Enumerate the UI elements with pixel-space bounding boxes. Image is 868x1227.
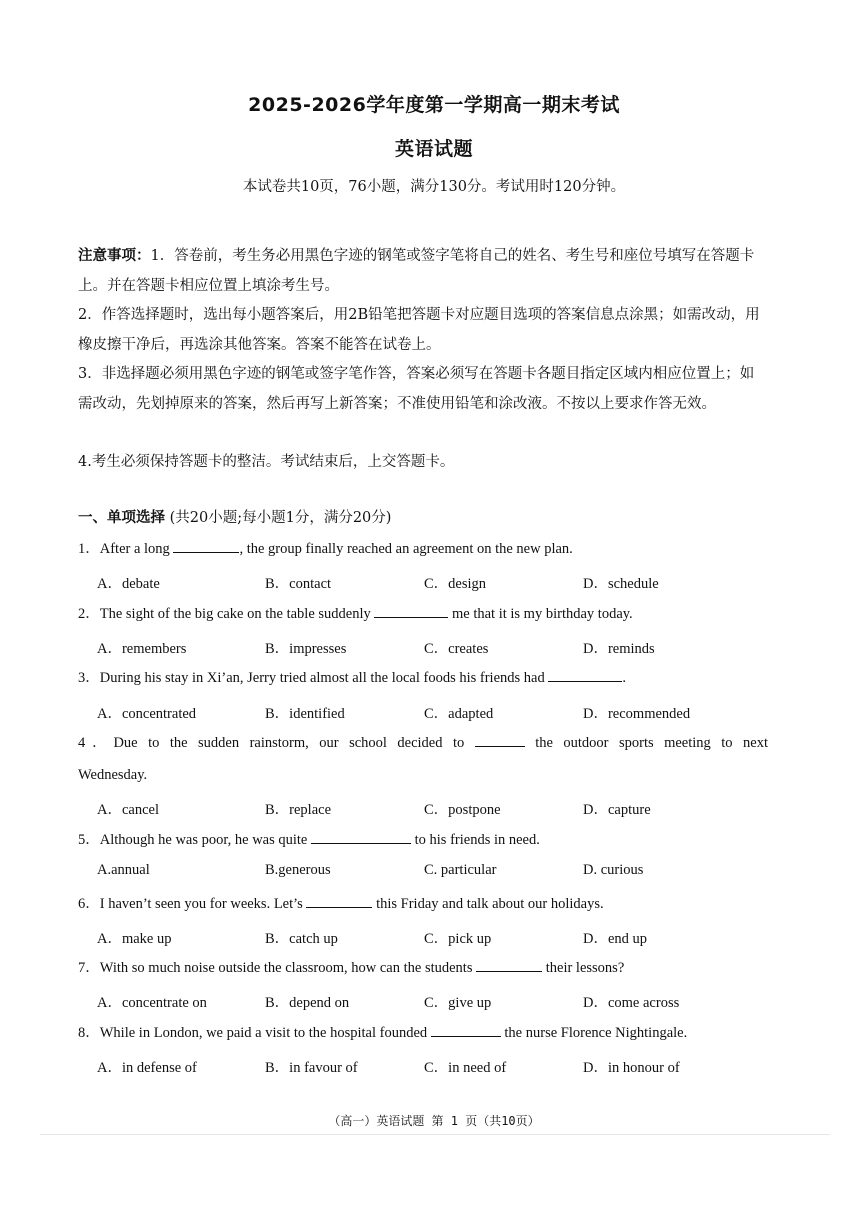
question-7-post: their lessons?	[542, 960, 625, 976]
question-7-pre: 7．With so much noise outside the classroom, how can the students	[78, 960, 477, 976]
option-b: B．impresses	[265, 641, 347, 657]
question-8-pre: 8．While in London, we paid a visit to the hospital founded	[78, 1025, 431, 1041]
question-6	[78, 888, 768, 920]
option-a: A．concentrate on	[97, 995, 207, 1011]
option-d: D．in honour of	[583, 1060, 680, 1076]
option-b: B．replace	[265, 802, 332, 818]
option-d: D．capture	[583, 802, 651, 818]
option-a: A．make up	[97, 931, 172, 947]
section-info: (共20小题;每小题1分，满分20分)	[165, 510, 392, 526]
question-6-post: this Friday and talk about our holidays.	[372, 896, 604, 912]
answer-blank	[476, 957, 542, 972]
option-b: B．catch up	[265, 931, 338, 947]
answer-blank	[548, 667, 622, 682]
option-d: D．recommended	[583, 706, 691, 722]
notice-item-1	[78, 242, 768, 301]
question-5-pre: 5．Although he was poor, he was quite	[78, 832, 311, 848]
option-b: B．in favour of	[265, 1060, 358, 1076]
exam-title: 2025-2026学年度第一学期高一期末考试	[248, 94, 620, 116]
question-1-post: , the group finally reached an agreement on the new plan.	[239, 541, 573, 557]
option-c: C．design	[424, 576, 487, 592]
option-c: C. particular	[424, 862, 497, 878]
option-c: C．postpone	[424, 802, 501, 818]
answer-blank	[475, 732, 525, 747]
page-footer: （高一）英语试题 第 1 页（共10页）	[328, 1114, 540, 1128]
question-3-pre: 3．During his stay in Xi’an, Jerry tried almost all the local foods his friends had	[78, 670, 549, 686]
question-1	[78, 533, 768, 565]
option-c: C．give up	[424, 995, 492, 1011]
option-d: D．come across	[583, 995, 680, 1011]
option-c: C．pick up	[424, 931, 492, 947]
answer-blank	[431, 1022, 501, 1037]
option-b: B.generous	[265, 862, 331, 878]
option-b: B．depend on	[265, 995, 350, 1011]
question-4	[78, 727, 768, 759]
option-b: B．contact	[265, 576, 332, 592]
question-4-pre: 4．Due to the sudden rainstorm, our school decided to	[78, 735, 475, 751]
footer-divider	[40, 1134, 830, 1135]
question-6-pre: 6．I haven’t seen you for weeks. Let’s	[78, 896, 307, 912]
question-3-post: .	[622, 670, 626, 686]
option-d: D．end up	[583, 931, 648, 947]
option-c: C．adapted	[424, 706, 494, 722]
question-8	[78, 1017, 768, 1049]
question-3	[78, 662, 768, 694]
option-a: A．remembers	[97, 641, 187, 657]
exam-info: 本试卷共10页，76小题，满分130分。考试用时120分钟。	[242, 179, 626, 195]
notice-item-1-text: 1．答卷前，考生务必用黑色字迹的钢笔或签字笔将自己的姓名、考生号和座位号填写在答题卡上。并在答题卡相应位置上填涂考生号。	[78, 248, 755, 294]
option-a: A．in defense of	[97, 1060, 197, 1076]
section-heading	[78, 506, 391, 527]
question-2-pre: 2．The sight of the big cake on the table suddenly	[78, 606, 375, 622]
option-a: A．cancel	[97, 802, 159, 818]
option-a: A.annual	[97, 862, 150, 878]
question-1-pre: 1．After a long	[78, 541, 174, 557]
option-a: A．debate	[97, 576, 160, 592]
notice-item-3: 3．非选择题必须用黑色字迹的钢笔或签字笔作答，答案必须写在答题卡各题目指定区域内相应位置上；如需改动，先划掉原来的答案，然后再写上新答案；不准使用铅笔和涂改液。不按以上要求作答无效。	[78, 366, 755, 412]
option-b: B．identified	[265, 706, 345, 722]
answer-blank	[173, 538, 239, 553]
notice-item-2: 2．作答选择题时，选出每小题答案后，用2B铅笔把答题卡对应题目选项的答案信息点涂黑；如需改动，用橡皮擦干净后，再选涂其他答案。答案不能答在试卷上。	[78, 307, 760, 353]
answer-blank	[374, 603, 448, 618]
question-2	[78, 598, 768, 630]
question-8-post: the nurse Florence Nightingale.	[500, 1025, 688, 1041]
notice-item-4: 4.考生必须保持答题卡的整洁。考试结束后，上交答题卡。	[78, 454, 455, 470]
option-d: D．schedule	[583, 576, 659, 592]
section-label: 一、单项选择	[78, 510, 165, 526]
question-2-post: me that it is my birthday today.	[448, 606, 633, 622]
option-d: D. curious	[583, 862, 644, 878]
answer-blank	[311, 829, 411, 844]
question-5-post: to his friends in need.	[411, 832, 540, 848]
notice-label: 注意事项：	[78, 248, 151, 264]
answer-blank	[306, 893, 372, 908]
option-c: C．in need of	[424, 1060, 507, 1076]
subject-title: 英语试题	[394, 138, 473, 160]
option-a: A．concentrated	[97, 706, 197, 722]
question-4-post: the outdoor sports meeting to next	[524, 735, 768, 751]
question-7	[78, 952, 768, 984]
question-5	[78, 824, 768, 856]
question-4-continued: Wednesday.	[78, 767, 148, 783]
option-c: C．creates	[424, 641, 489, 657]
option-d: D．reminds	[583, 641, 655, 657]
